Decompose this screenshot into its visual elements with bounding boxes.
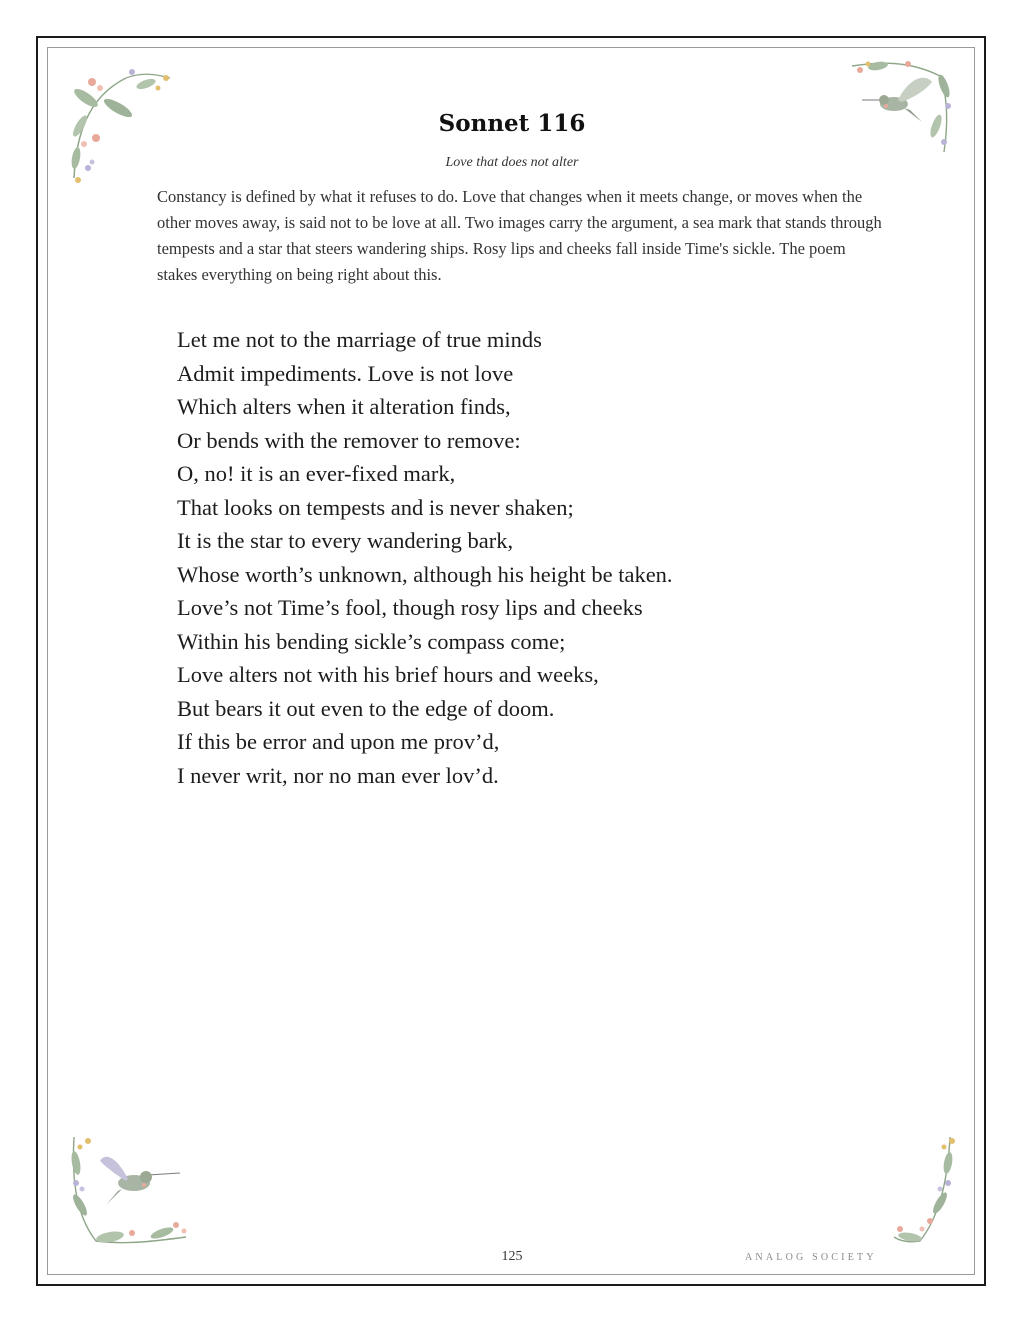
poem-line: Within his bending sickle’s compass come; [177,628,566,654]
poem-line: Which alters when it alteration finds, [177,394,511,419]
brand-footer: ANALOG SOCIETY [745,1252,877,1263]
page-number: 125 [501,1249,523,1264]
poem-line: Admit impediments. Love is not love [177,360,514,386]
poem-line: That looks on tempests and is never shaken; [177,494,574,520]
poem-body [177,323,877,792]
poem-line: Let me not to the marriage of true minds [177,327,542,352]
hummingbird-floral-icon [848,56,956,156]
poem-line: Whose worth’s unknown, although his height be taken. [177,561,673,587]
page-title: Sonnet 116 [438,110,586,137]
poem-line: Or bends with the remover to remove: [177,427,521,453]
poem-line: If this be error and upon me prov’d, [177,729,500,754]
poem-line: O, no! it is an ever-fixed mark, [177,461,456,486]
poem-line: I never writ, nor no man ever lov’d. [177,762,499,788]
poem-line: It is the star to every wandering bark, [177,528,514,553]
poem-line: But bears it out even to the edge of doom. [177,695,555,721]
intro-paragraph: Constancy is defined by what it refuses to do. Love that changes when it meets change, or moves when the other moves away, is said not to be love at all. Two images carry the argument, a sea mark that stands through tempests and a star that steers wandering ships. Rosy lips and cheeks fall inside Time's sickle. The poem stakes everything on being right about this. [157,187,882,284]
floral-corner-icon [890,1133,960,1245]
poem-line: Love alters not with his brief hours and weeks, [177,662,599,687]
hummingbird-floral-icon [66,1133,190,1245]
page-subtitle: Love that does not alter [445,155,579,170]
poem-line: Love’s not Time’s fool, though rosy lips and cheeks [177,595,643,620]
